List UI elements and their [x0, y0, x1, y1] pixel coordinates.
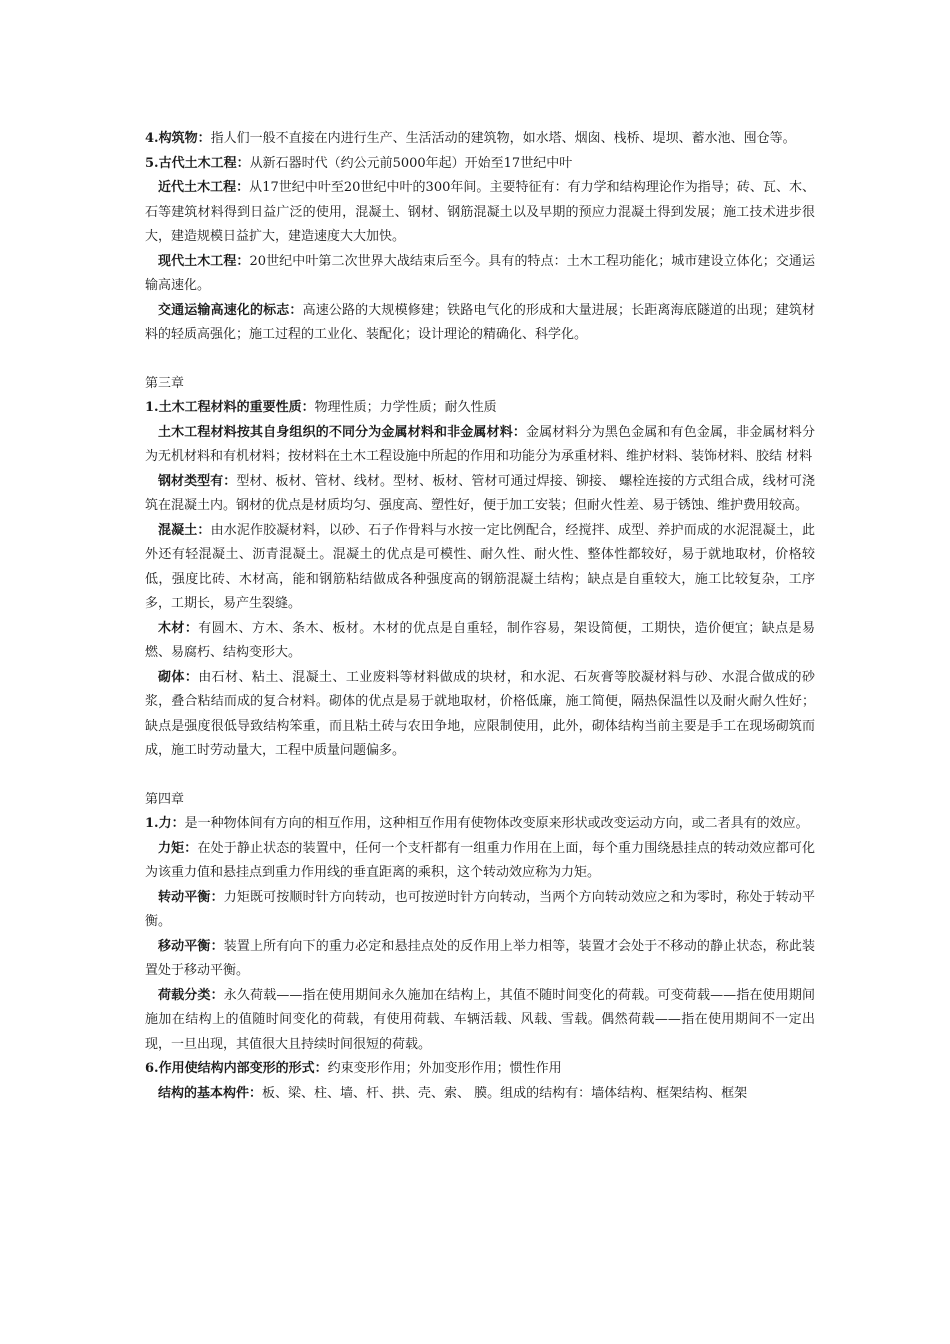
term-label: 力矩：: [158, 840, 198, 856]
term-label: 1.力：: [145, 816, 185, 831]
term-label: 木材：: [158, 620, 199, 636]
paragraph-text: 在处于静止状态的装置中，任何一个支杆都有一组重力作用在上面，每个重力围绕悬挂点的转动效应都可化为该重力值和悬挂点到重力作用线的垂直距离的乘积，这个转动效应称为力矩。: [145, 840, 815, 880]
paragraph: [145, 666, 815, 764]
section: [145, 127, 815, 348]
paragraph: [145, 886, 815, 935]
section: [145, 788, 815, 1107]
term-label: 4.构筑物：: [145, 131, 211, 146]
chapter-heading: 第三章: [145, 375, 185, 391]
paragraph: [145, 250, 815, 299]
paragraph: [145, 812, 815, 837]
paragraph-text: 力矩既可按顺时针方向转动，也可按逆时针方向转动，当两个方向转动效应之和为零时，称处于转动平衡。: [145, 889, 815, 929]
paragraph: [145, 152, 815, 177]
term-label: 5.古代土木工程：: [145, 155, 250, 171]
paragraph-text: 指人们一般不直接在内进行生产、生活活动的建筑物，如水塔、烟囱、栈桥、堤坝、蓄水池、囤仓等。: [210, 131, 796, 146]
term-label: 砌体：: [158, 669, 199, 685]
paragraph: [145, 984, 815, 1058]
paragraph-text: 有圆木、方木、条木、板材。木材的优点是自重轻，制作容易，架设简便，工期快，造价便宜；缺点是易燃、易腐朽、结构变形大。: [145, 620, 815, 660]
paragraph: [145, 837, 815, 886]
paragraph: [145, 127, 815, 152]
paragraph: [145, 299, 815, 348]
paragraph: [145, 470, 815, 519]
paragraph-text: 装置上所有向下的重力必定和悬挂点处的反作用上举力相等，装置才会处于不移动的静止状态，称此装置处于移动平衡。: [145, 938, 815, 978]
term-label: 6.作用使结构内部变形的形式：: [145, 1061, 328, 1076]
paragraph: [145, 617, 815, 666]
paragraph: [145, 421, 815, 470]
document-page: [145, 127, 815, 1106]
paragraph: [145, 519, 815, 617]
term-label: 钢材类型有：: [158, 473, 237, 489]
paragraph-text: 由水泥作胶凝材料，以砂、石子作骨料与水按一定比例配合，经搅拌、成型、养护而成的水泥混凝土，此外还有轻混凝土、沥青混凝土。混凝土的优点是可模性、耐久性、耐火性、整体性都较好，易于就地取材，价格较低，强度比砖、木材高，能和钢筋粘结做成各种强度高的钢筋混凝土结构；缺点是自重较大，施工比较复杂，工序多，工期长，易产生裂缝。: [145, 522, 815, 611]
term-label: 交通运输高速化的标志：: [158, 302, 303, 318]
paragraph-text: 高速公路的大规模修建；铁路电气化的形成和大量进展；长距离海底隧道的出现；建筑材料的轻质高强化；施工过程的工业化、装配化；设计理论的精确化、科学化。: [145, 302, 815, 342]
paragraph-text: 板、梁、柱、墙、杆、拱、壳、索、 膜。组成的结构有：墙体结构、框架结构、框架: [262, 1085, 748, 1101]
paragraph: [145, 396, 815, 421]
term-label: 土木工程材料按其自身组织的不同分为金属材料和非金属材料：: [158, 424, 526, 440]
paragraph-text: 永久荷载——指在使用期间永久施加在结构上，其值不随时间变化的荷载。可变荷载——指在使用期间施加在结构上的值随时间变化的荷载，有使用荷载、车辆活载、风载、雪载。偶然荷载——指在使用期间不一定出现，一旦出现，其值很大且持续时间很短的荷载。: [145, 987, 815, 1052]
paragraph-text: 20世纪中叶第二次世界大战结束后至今。具有的特点：土木工程功能化；城市建设立体化；交通运输高速化。: [145, 253, 815, 293]
paragraph-text: 从新石器时代（约公元前5000年起）开始至17世纪中叶: [249, 155, 573, 171]
paragraph-text: 是一种物体间有方向的相互作用，这种相互作用有使物体改变原来形状或改变运动方向，或二者具有的效应。: [184, 816, 809, 831]
paragraph: [145, 1082, 815, 1107]
paragraph-text: 由石材、粘土、混凝土、工业废料等材料做成的块材，和水泥、石灰膏等胶凝材料与砂、水混合做成的砂浆，叠合粘结而成的复合材料。砌体的优点是易于就地取材，价格低廉，施工简便，隔热保温性以及耐火耐久性好；缺点是强度很低导致结构笨重，而且粘土砖与农田争地，应限制使用，此外，砌体结构当前主要是手工在现场砌筑而成，施工时劳动量大，工程中质量问题偏多。: [145, 669, 815, 758]
paragraph: [145, 176, 815, 250]
paragraph-text: 从17世纪中叶至20世纪中叶的300年间。主要特征有：有力学和结构理论作为指导；砖、瓦、木、石等建筑材料得到日益广泛的使用，混凝土、钢材、钢筋混凝土以及早期的预应力混凝土得到发展；施工技术进步很大，建造规模日益扩大，建造速度大大加快。: [145, 180, 815, 244]
paragraph: [145, 1057, 815, 1082]
paragraph-text: 物理性质；力学性质；耐久性质: [314, 400, 497, 415]
term-label: 1.土木工程材料的重要性质：: [145, 400, 315, 415]
paragraph: [145, 935, 815, 984]
chapter-heading: 第四章: [145, 791, 185, 807]
section: [145, 372, 815, 764]
term-label: 移动平衡：: [158, 938, 224, 954]
paragraph-text: 金属材料分为黑色金属和有色金属，非金属材料分为无机材料和有机材料；按材料在土木工程设施中所起的作用和功能分为承重材料、维护材料、装饰材料、胶结 材料: [145, 424, 815, 464]
paragraph-text: 约束变形作用；外加变形作用；惯性作用: [327, 1061, 562, 1076]
term-label: 现代土木工程：: [158, 253, 250, 269]
paragraph-text: 型材、板材、管材、线材。型材、板材、管材可通过焊接、铆接、 螺栓连接的方式组合成，线材可浇筑在混凝土内。钢材的优点是材质均匀、强度高、塑性好，便于加工安装；但耐火性差、易于锈蚀、维护费用较高。: [145, 473, 815, 513]
term-label: 近代土木工程：: [158, 180, 250, 195]
term-label: 混凝土：: [158, 522, 211, 538]
term-label: 结构的基本构件：: [158, 1085, 263, 1101]
term-label: 转动平衡：: [158, 889, 224, 905]
term-label: 荷载分类：: [158, 987, 224, 1003]
